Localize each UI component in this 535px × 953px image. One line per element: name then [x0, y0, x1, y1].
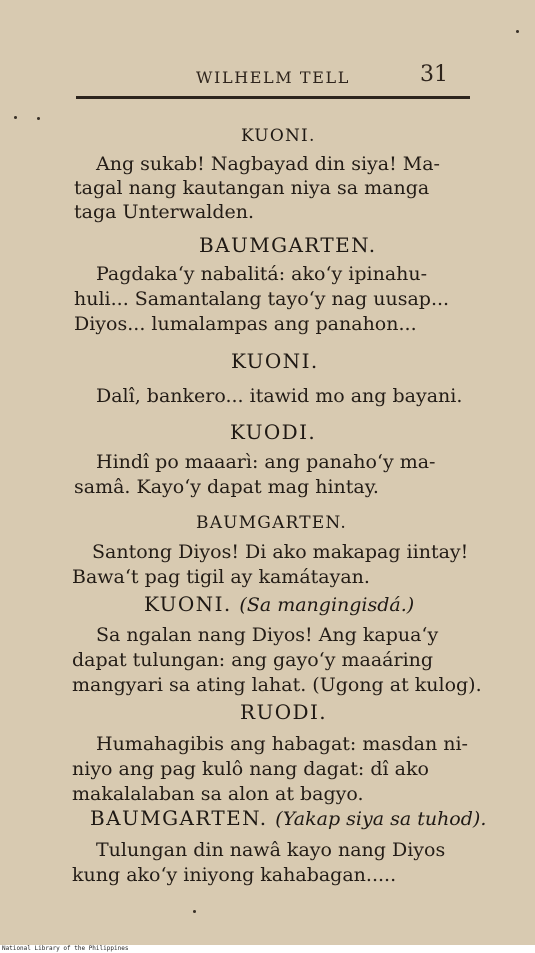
speck-mark: [14, 116, 17, 119]
speaker-heading: [90, 806, 486, 830]
speaker-name: RUODI.: [240, 700, 328, 724]
dialogue-line: Santong Diyos! Di ako makapag iintay!: [92, 541, 469, 563]
dialogue-line: dapat tulungan: ang gayo‘y maaáring: [72, 649, 434, 671]
speck-mark: [516, 30, 519, 33]
dialogue-line: huli... Samantalang tayo‘y nag uusap...: [74, 288, 450, 310]
stage-direction: (Sa mangingisdá.): [239, 594, 415, 616]
dialogue-line: Humahagibis ang habagat: masdan ni-: [96, 733, 468, 755]
speck-mark: [193, 910, 196, 913]
running-header-title: WILHELM TELL: [196, 68, 350, 87]
library-credit: National Library of the Philippines: [2, 945, 129, 952]
dialogue-line: samâ. Kayo‘y dapat mag hintay.: [74, 476, 379, 498]
dialogue-line: Dalî, bankero... itawid mo ang bayani.: [96, 385, 463, 407]
dialogue-line: Hindî po maaarì: ang panaho‘y ma-: [96, 451, 436, 473]
speaker-name: KUONI.: [231, 349, 319, 373]
page-number: 31: [420, 62, 448, 87]
dialogue-line: makalalaban sa alon at bagyo.: [72, 783, 364, 805]
speaker-name: KUONI.: [144, 592, 232, 616]
dialogue-line: Ang sukab! Nagbayad din siya! Ma-: [96, 153, 440, 175]
speaker-name: BAUMGARTEN.: [196, 513, 348, 533]
header-rule: [76, 96, 470, 99]
speaker-name: BAUMGARTEN.: [199, 233, 377, 257]
speck-mark: [37, 117, 40, 120]
dialogue-line: Sa ngalan nang Diyos! Ang kapua‘y: [96, 624, 439, 646]
dialogue-line: mangyari sa ating lahat. (Ugong at kulog).: [72, 674, 482, 696]
dialogue-line: Diyos... lumalampas ang panahon...: [74, 313, 417, 335]
dialogue-line: Tulungan din nawâ kayo nang Diyos: [96, 839, 446, 861]
speaker-name: KUODI.: [230, 420, 317, 444]
stage-direction: (Yakap siya sa tuhod).: [275, 808, 487, 830]
dialogue-line: Bawa‘t pag tigil ay kamátayan.: [72, 566, 370, 588]
speaker-name: BAUMGARTEN.: [90, 806, 268, 830]
dialogue-line: taga Unterwalden.: [74, 201, 255, 223]
speaker-heading: [144, 592, 414, 616]
dialogue-line: tagal nang kautangan niya sa manga: [74, 177, 430, 199]
dialogue-line: kung ako‘y iniyong kahabagan.....: [72, 864, 397, 886]
speaker-name: KUONI.: [241, 126, 316, 146]
dialogue-line: niyo ang pag kulô nang dagat: dî ako: [72, 758, 429, 780]
dialogue-line: Pagdaka‘y nabalitá: ako‘y ipinahu-: [96, 263, 428, 285]
